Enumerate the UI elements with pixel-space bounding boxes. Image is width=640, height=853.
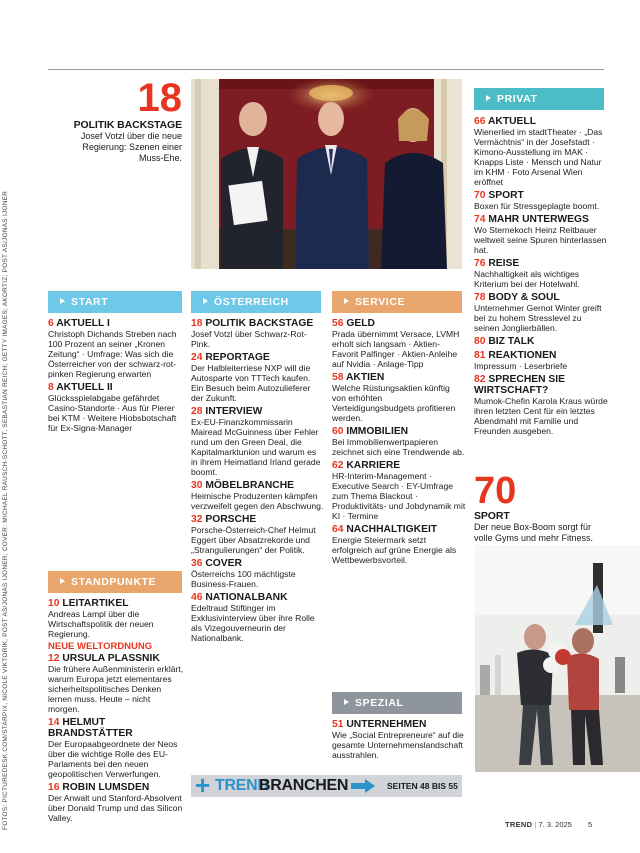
entry-title: ROBIN LUMSDEN [62,782,150,793]
entry-title: SPRECHEN SIE WIRTSCHAFT? [474,374,566,396]
list-item[interactable] [191,352,325,403]
entry-text: Wie „Social Entrepreneure“ auf die gesamte Unternehmenslandschaft ausstrahlen. [332,730,464,760]
entry-number: 81 [474,350,486,361]
list-item[interactable] [332,426,466,457]
entry-number: 32 [191,514,203,525]
section-service-label: SERVICE [355,296,406,308]
entry-number: 10 [48,598,60,609]
boxing-photo [475,545,640,772]
section-privat-header [474,88,604,110]
entry-number: 70 [474,190,486,201]
entry-title: AKTUELL II [56,382,113,393]
list-item[interactable] [332,372,466,423]
entry-number: 12 [48,653,60,664]
entry-title: KARRIERE [346,460,401,471]
list-item[interactable] [332,460,466,521]
entry-text: Energie Steiermark setzt erfolgreich auf grüne Energie als Wettbewerbsvorteil. [332,535,457,565]
list-item[interactable] [48,318,184,379]
list-item[interactable] [191,406,325,477]
entry-title: LEITARTIKEL [62,598,129,609]
list-item[interactable] [474,214,608,255]
list-item[interactable] [48,642,184,714]
entry-number: 64 [332,524,344,535]
entry-number: 6 [48,318,54,329]
entry-text: Wo Sternekoch Heinz Reitbauer weltweit seine Spuren hinterlassen hat. [474,225,607,255]
list-item[interactable] [191,558,325,589]
top-rule [48,69,604,70]
list-item[interactable] [332,318,466,369]
triangle-arrow-icon [60,298,65,304]
section-oesterreich-label: ÖSTERREICH [214,296,289,308]
entry-text: Andreas Lampl über die Wirtschaftspolitik der neuen Regierung. [48,609,154,639]
entry-number: 60 [332,426,344,437]
arrow-right-icon [351,779,375,793]
feature-politik-number: 18 [137,76,182,120]
section-oesterreich-header [191,291,321,313]
list-item[interactable] [48,598,184,639]
entry-tag: NEUE WELTORDNUNG [48,641,153,652]
entry-text: Der Anwalt und Stanford-Absolvent über Donald Trump und das Silicon Valley. [48,793,183,823]
entry-text: Porsche-Österreich-Chef Helmut Eggert über Absatzrekorde und „Strangulierungen“ der Politik. [191,525,316,555]
entry-text: Glücksspielabgabe gefährdet Casino-Standorte · Aus für Pierer bei KTM · Weitere Hiobsbotschaft für Ex-Signa-Manager [48,393,177,433]
entry-title: UNTERNEHMEN [346,719,427,730]
footer-brand: TREND [505,820,533,829]
entry-title: REISE [488,258,520,269]
section-oesterreich-list [191,318,325,646]
list-item[interactable] [191,592,325,643]
entry-title: NATIONALBANK [205,592,288,603]
trend-banner-pages: SEITEN 48 BIS 55 [387,781,458,791]
entry-text: Der Europaabgeordnete der Neos über die wichtige Rolle des EU-Parlaments bei den neuen geopolitischen Verwerfungen. [48,739,178,779]
section-spezial-list [332,719,466,763]
list-item[interactable] [191,514,325,555]
triangle-arrow-icon [486,95,491,101]
section-start-label: START [71,296,109,308]
entry-text: Unternehmer Gernot Winter greift bei zu hohem Stresslevel zu seinen Jonglierbällen. [474,303,602,333]
entry-text: Boxen für Stressgeplagte boomt. [474,201,600,211]
entry-title: COVER [205,558,242,569]
feature-politik [70,78,182,164]
list-item[interactable] [474,116,608,187]
section-service-list [332,318,466,568]
entry-text: Heimische Produzenten kämpfen verzweifelt gegen den Abschwung. [191,491,324,511]
entry-text: Welche Rüstungsaktien künftig von erhöhten Verteidigungsbudgets profitieren werden. [332,383,456,423]
list-item[interactable] [474,374,608,436]
list-item[interactable] [474,258,608,289]
entry-title: AKTUELL [487,116,536,127]
entry-title: PORSCHE [205,514,257,525]
trend-banner-word1: TREND [215,777,269,794]
section-standpunkte-header [48,571,182,593]
feature-sport-title: SPORT [474,510,510,522]
list-item[interactable] [474,336,608,347]
feature-politik-text: Josef Votzl über die neue Regierung: Szenen einer Muss-Ehe. [80,131,182,163]
entry-text: HR-Interim-Management · Executive Search · EY-Umfrage zum Thema Blackout · Produktivitäts- und Jobdynamik mit KI · Termine [332,471,466,521]
feature-sport-text: Der neue Box-Boom sorgt für volle Gyms und mehr Fitness. [474,522,594,543]
triangle-arrow-icon [344,298,349,304]
feature-politik-title: POLITIK BACKSTAGE [73,119,182,131]
entry-title: AKTUELL I [56,318,110,329]
entry-number: 51 [332,719,344,730]
entry-title: NACHHALTIGKEIT [346,524,438,535]
section-standpunkte-label: STANDPUNKTE [71,576,157,588]
entry-title: BODY & SOUL [488,292,560,303]
entry-number: 8 [48,382,54,393]
section-start-list [48,318,184,436]
section-start-header [48,291,182,313]
list-item[interactable] [474,350,608,371]
entry-text: Bei Immobilienwertpapieren zeichnet sich eine Trendwende ab. [332,437,465,457]
entry-number: 74 [474,214,486,225]
page-footer: TREND | 7. 3. 2025 5 [505,820,593,829]
entry-text: Prada übernimmt Versace, LVMH erholt sich langsam · Aktien-Favorit Palfinger · Aktien-Anleihe auf Nvidia · Anlage-Tipp [332,329,460,369]
list-item[interactable] [474,190,608,211]
entry-number: 30 [191,480,203,491]
entry-number: 66 [474,116,486,127]
list-item[interactable] [191,480,325,511]
entry-number: 46 [191,592,203,603]
entry-number: 24 [191,352,203,363]
entry-title: AKTIEN [345,372,385,383]
entry-text: Österreichs 100 mächtigste Business-Frauen. [191,569,296,589]
entry-text: Mumok-Chefin Karola Kraus würde ihren letzten Cent für ein letztes Abendmahl mit Familie und Freunden ausgeben. [474,396,608,436]
entry-text: Nachhaltigkeit als wichtiges Kriterium bei der Hotelwahl. [474,269,580,289]
list-item[interactable] [48,717,184,779]
section-spezial-label: SPEZIAL [355,697,404,709]
entry-title: INTERVIEW [205,406,263,417]
footer-page-number: 5 [588,820,593,829]
section-privat-label: PRIVAT [497,93,538,105]
entry-text: Edeltraud Stiftinger im Exklusivinterview über ihre Rolle als Vizegouverneurin der Nationalbank. [191,603,315,643]
entry-text: Wienerlied im stadtTheater · „Das Vermächtnis“ in der Josefstadt · Kimono-Ausstellung im MAK · Knapps Liste · Mensch und Natur im KHM · Foto Arsenal Wien eröffnet [474,127,603,187]
section-spezial-header [332,692,462,714]
list-item[interactable] [48,382,184,433]
triangle-arrow-icon [203,298,208,304]
entry-title: GELD [346,318,375,329]
feature-sport-number: 70 [474,470,517,512]
list-item[interactable] [48,782,184,823]
entry-number: 14 [48,717,60,728]
entry-title: MAHR UNTERWEGS [488,214,589,225]
section-service-header [332,291,462,313]
boxing-photo-illustration [475,545,640,772]
entry-text: Der Halbleiterriese NXP will die Autosparte von TTTech kaufen. Ein Besuch beim Autozulieferer der Zukunft. [191,363,311,403]
entry-text: Christoph Dichands Streben nach 100 Prozent an seiner „Kronen Zeitung“ · Umfrage: Was sich die Österreicher von der schwarz-rot-pinken Regierung erwarten [48,329,177,379]
entry-number: 80 [474,336,486,347]
politics-photo-illustration [191,79,462,269]
section-privat-list [474,116,608,439]
entry-number: 78 [474,292,486,303]
list-item[interactable] [332,719,466,760]
footer-date: 7. 3. 2025 [538,820,572,829]
triangle-arrow-icon [344,699,349,705]
entry-number: 82 [474,374,486,385]
list-item[interactable] [474,292,608,333]
entry-number: 36 [191,558,203,569]
plus-icon: + [195,770,211,800]
entry-text: Ex-EU-Finanzkommissarin Mairead McGuinness über Fehler rund um den Green Deal, die Kapitalmarktunion und warum es in ihrem Heimatland Irland gerade boomt. [191,417,321,477]
entry-number: 18 [191,318,203,329]
feature-sport [474,472,608,544]
entry-title: MÖBELBRANCHE [205,480,295,491]
entry-title: POLITIK BACKSTAGE [205,318,314,329]
entry-number: 62 [332,460,344,471]
entry-number: 56 [332,318,344,329]
entry-title: REPORTAGE [205,352,270,363]
trend-branchen-banner[interactable] [191,770,462,800]
entry-title: HELMUT BRANDSTÄTTER [48,717,133,739]
entry-title: REAKTIONEN [488,350,557,361]
entry-number: 28 [191,406,203,417]
trend-banner-word2: BRANCHEN [259,777,349,794]
entry-text: Impressum · Leserbriefe [474,361,568,371]
entry-title: IMMOBILIEN [346,426,409,437]
list-item[interactable] [191,318,325,349]
entry-title: BIZ TALK [488,336,535,347]
triangle-arrow-icon [60,578,65,584]
entry-number: 76 [474,258,486,269]
politics-photo [191,79,462,269]
entry-text: Die frühere Außenministerin erklärt, warum Europa jetzt elementares sicherheitspolitisches Denken lernen muss. Heute – nicht morgen. [48,664,184,714]
entry-title: URSULA PLASSNIK [62,653,160,664]
list-item[interactable] [332,524,466,565]
entry-number: 58 [332,372,344,383]
photo-credits: FOTOS: PICTUREDESK.COM/STARPIX, NICOLE VIKTORIK, POST AS/JONAS IJONER; COVER: MICHAEL RAUSCH-SCHOTT, SEBASTIAN REICH; GETTY IMAGES; AKORTIZ; POST AS/JONAS IJONER [2,190,9,830]
entry-number: 16 [48,782,60,793]
entry-text: Josef Votzl über Schwarz-Rot-Pink. [191,329,307,349]
section-standpunkte-list [48,598,184,826]
entry-title: SPORT [488,190,524,201]
